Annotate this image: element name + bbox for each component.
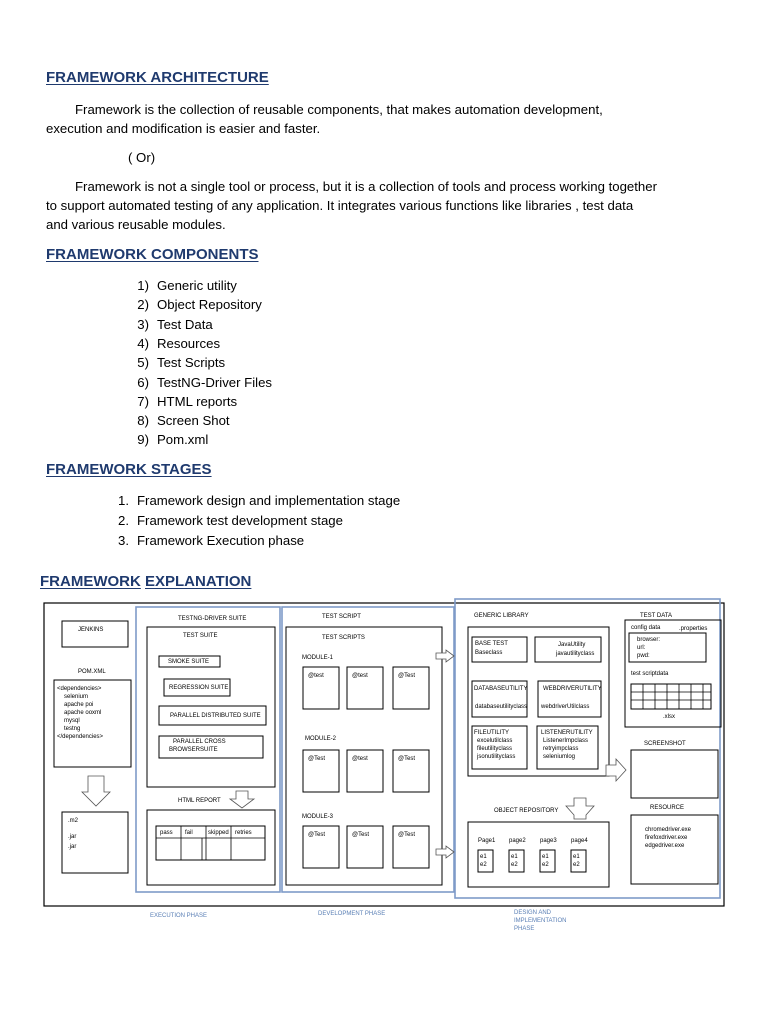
architecture-para1-line2: execution and modification is easier and faster.	[46, 121, 321, 136]
smoke-suite-label: SMOKE SUITE	[168, 659, 210, 665]
component-item-number: 2)	[137, 297, 149, 313]
test-script-title: TEST SCRIPT	[322, 614, 361, 620]
listener-utility-label: LISTENERUTILITY	[541, 730, 593, 736]
report-col-header: fail	[185, 830, 193, 836]
page-element-label: e1	[511, 854, 518, 860]
report-col-header: retries	[235, 830, 252, 836]
config-line: url:	[637, 645, 646, 651]
test-method-label: @test	[308, 673, 324, 679]
generic-library-title: GENERIC LIBRARY	[474, 613, 529, 619]
test-method-label: @test	[352, 673, 368, 679]
stage-item-number: 3.	[118, 533, 129, 548]
page-element-label: e2	[511, 862, 518, 868]
page-label: page4	[571, 838, 588, 844]
component-item-label: Test Scripts	[157, 355, 226, 371]
regression-suite-label: REGRESSION SUITE	[169, 685, 229, 691]
component-item-label: Object Repository	[157, 297, 262, 313]
pom-title: POM.XML	[78, 669, 106, 675]
pom-line: selenium	[64, 694, 89, 700]
stage-item-label: Framework test development stage	[137, 513, 343, 528]
page-element-label: e1	[542, 854, 549, 860]
component-item-number: 3)	[137, 316, 149, 332]
page-label: Page1	[478, 838, 496, 844]
config-line: pwd:	[637, 653, 650, 659]
component-item-number: 8)	[137, 413, 149, 429]
component-item-label: HTML reports	[157, 393, 238, 409]
html-report-box	[147, 810, 275, 885]
architecture-para1-line1: Framework is the collection of reusable components, that makes automation development,	[75, 102, 603, 117]
resource-line: edgedriver.exe	[645, 843, 685, 849]
component-item-number: 9)	[137, 432, 149, 448]
suite-down-arrow	[230, 791, 254, 808]
architecture-or: ( Or)	[128, 150, 156, 165]
component-item-label: TestNG-Driver Files	[157, 374, 273, 390]
parallel-cross-label: PARALLEL CROSS	[173, 739, 226, 745]
object-repository-box	[468, 822, 609, 887]
listener-utility-line: ListenerImpclass	[543, 738, 589, 744]
component-item-number: 5)	[137, 355, 149, 371]
page-label: page2	[509, 838, 526, 844]
pom-line: apache poi	[64, 702, 94, 708]
test-method-label: @Test	[308, 832, 326, 838]
jar-label: .jar	[68, 834, 77, 840]
html-report-title: HTML REPORT	[178, 798, 221, 804]
stage-item-label: Framework design and implementation stage	[137, 493, 401, 508]
pom-line: <dependencies>	[57, 686, 102, 692]
component-item-number: 4)	[137, 335, 149, 351]
repo-to-scripts-arrow	[436, 846, 454, 858]
phase-design-line2: IMPLEMENTATION	[514, 918, 567, 924]
object-repository-title: OBJECT REPOSITORY	[494, 808, 559, 814]
resource-title: RESOURCE	[650, 805, 685, 811]
webdriver-utility-label: WEBDRIVERUTILITY	[543, 686, 602, 692]
db-class-label: databaseutilityclass	[475, 704, 528, 710]
architecture-para2-line3: and various reusable modules.	[46, 217, 226, 232]
testng-title: TESTNG-DRIVER SUITE	[178, 616, 247, 622]
config-line: browser:	[637, 637, 661, 643]
repo-up-arrow	[566, 798, 594, 819]
component-item-label: Resources	[157, 335, 221, 351]
architecture-para2-line1: Framework is not a single tool or process, but it is a collection of tools and process working together	[75, 179, 657, 194]
component-item-number: 7)	[137, 393, 149, 409]
components-heading: FRAMEWORK COMPONENTS	[46, 246, 259, 263]
jar-label: .jar	[68, 844, 77, 850]
resource-line: chromedriver.exe	[645, 827, 692, 833]
file-utility-line: excelutilclass	[477, 738, 513, 744]
webdriver-class-label: webdriverUtilclass	[541, 704, 590, 710]
test-data-title: TEST DATA	[640, 613, 673, 619]
component-item-label: Screen Shot	[157, 413, 230, 429]
test-method-label: @Test	[308, 756, 326, 762]
page-element-label: e2	[542, 862, 549, 868]
db-utility-label: DATABASEUTILITY	[474, 686, 528, 692]
jenkins-box	[62, 621, 128, 647]
library-to-scripts-arrow	[436, 650, 454, 662]
test-scripts-label: TEST SCRIPTS	[322, 635, 365, 641]
resource-line: firefoxdriver.exe	[645, 835, 688, 841]
test-scriptdata-label: test scriptdata	[631, 671, 669, 677]
stage-item-number: 2.	[118, 513, 129, 528]
test-suite-box	[147, 627, 275, 787]
test-method-label: @Test	[398, 756, 416, 762]
component-item-label: Pom.xml	[157, 432, 209, 448]
page-element-label: e1	[480, 854, 487, 860]
page-element-label: e1	[573, 854, 580, 860]
listener-utility-line: seleniumlog	[543, 754, 576, 760]
pom-down-arrow	[82, 776, 110, 806]
test-method-label: @test	[352, 756, 368, 762]
screenshot-title: SCREENSHOT	[644, 741, 686, 747]
component-item-label: Generic utility	[157, 278, 237, 293]
page-label: page3	[540, 838, 557, 844]
phase-design-label	[514, 909, 566, 933]
properties-label: .properties	[679, 626, 708, 632]
pom-line: mysql	[64, 718, 80, 724]
phase-execution-label: EXECUTION PHASE	[150, 913, 208, 919]
architecture-heading: FRAMEWORK ARCHITECTURE	[46, 69, 269, 86]
component-item-number: 6)	[137, 374, 149, 390]
jenkins-label: JENKINS	[78, 627, 104, 633]
stage-item-label: Framework Execution phase	[137, 533, 305, 548]
architecture-para2-line2: to support automated testing of any application. It integrates various functions like libraries , test data	[46, 198, 634, 213]
component-item-number: 1)	[137, 278, 149, 293]
pom-line: testng	[64, 726, 81, 732]
stages-heading: FRAMEWORK STAGES	[46, 461, 212, 478]
report-col-header: skipped	[208, 830, 229, 836]
file-utility-label: FILEUTILITY	[474, 730, 510, 736]
explanation-heading-part2: EXPLANATION	[145, 573, 252, 590]
module1-label: MODULE-1	[302, 655, 334, 661]
java-utility-box	[535, 637, 601, 662]
test-method-label: @Test	[352, 832, 370, 838]
config-data-label: config data	[631, 625, 661, 631]
phase-design-line3: PHASE	[514, 926, 535, 932]
m2-label: .m2	[68, 818, 79, 824]
listener-utility-line: retryimpclass	[543, 746, 579, 752]
component-item-label: Test Data	[157, 316, 213, 332]
page-element-label: e2	[480, 862, 487, 868]
pom-line: </dependencies>	[57, 734, 104, 740]
resource-box	[631, 815, 718, 884]
parallel-distributed-label: PARALLEL DISTRIBUTED SUITE	[170, 713, 261, 719]
phase-development-label: DEVELOPMENT PHASE	[318, 911, 386, 917]
baseclass-label: Baseclass	[475, 650, 503, 656]
phase-design-line1: DESIGN AND	[514, 910, 552, 916]
xlsx-label: .xlsx	[663, 714, 675, 720]
report-col-header: pass	[160, 830, 173, 836]
parallel-cross-label: BROWSERSUITE	[169, 747, 218, 753]
file-utility-line: jsonutilityclass	[477, 754, 516, 760]
module3-label: MODULE-3	[302, 814, 334, 820]
test-method-label: @Test	[398, 832, 416, 838]
module2-label: MODULE-2	[305, 736, 337, 742]
diagram-outer-frame	[44, 603, 724, 906]
test-suite-label: TEST SUITE	[183, 633, 218, 639]
screenshot-box	[631, 750, 718, 798]
pom-line: apache ooxml	[64, 710, 102, 716]
explanation-heading-part1: FRAMEWORK	[40, 573, 141, 590]
java-utility-label: JavaUtility	[558, 642, 586, 648]
stage-item-number: 1.	[118, 493, 129, 508]
test-method-label: @Test	[398, 673, 416, 679]
page-element-label: e2	[573, 862, 580, 868]
base-test-label: BASE TEST	[475, 641, 508, 647]
javautilityclass-label: javautilityclass	[556, 651, 595, 657]
file-utility-line: fileutilityclass	[477, 746, 513, 752]
